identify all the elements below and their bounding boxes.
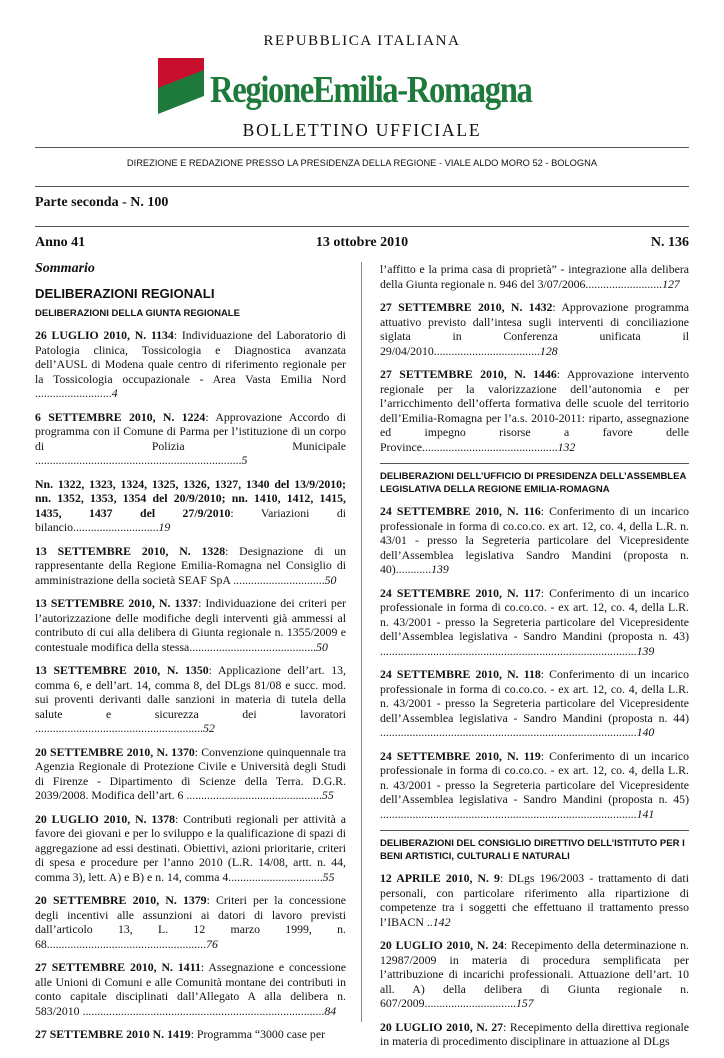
column-divider	[361, 262, 362, 1022]
issue-date: 13 ottobre 2010	[315, 235, 409, 250]
section-heading: DELIBERAZIONI REGIONALI	[35, 285, 215, 301]
toc-entry[interactable]	[35, 328, 346, 401]
entry-text: : Convenzione quinquennale tra Agenzia Regionale di Protezione Civile e Università degli Studi di Firenze - Dipartimento di Scienze della Terra. D.G.R. 2039/2008. Modifica dell’art. 6 ..............................................	[35, 744, 347, 802]
regione-logo-text: RegioneEmilia-Romagna	[210, 69, 532, 111]
toc-entry[interactable]	[380, 262, 689, 291]
toc-entry[interactable]	[380, 586, 689, 659]
section-rule	[380, 463, 689, 464]
entry-lead: 27 SETTEMBRE 2010, N. 1432	[380, 300, 553, 314]
entry-page: 128	[539, 343, 558, 358]
right-entries-b	[380, 504, 689, 821]
toc-entry[interactable]	[380, 504, 689, 577]
entry-lead: 27 SETTEMBRE 2010 N. 1419	[35, 1027, 191, 1041]
entry-text: : Conferimento di un incarico professionale in forma di co.co.co. - ex art. 12, co. 4, della L.R. n. 43/2001 - presso la Segreteria particolare del Vicepresidente dell’Assemblea legislativa - Sandro Mandini (proposta n. 44) .......................................................................................	[380, 667, 690, 739]
toc-entry[interactable]	[35, 410, 346, 468]
entry-text: : Recepimento della determinazione n. 12987/2009 in materia di procedura semplificata per l’attribuzione di incarichi professionali. Attuazione dell’art. 10 all. A) della delibera di Giunta regionale n. 607/2009...............................	[380, 938, 689, 1010]
entry-page: 55	[322, 788, 334, 802]
entry-lead: 6 SETTEMBRE 2010, N. 1224	[35, 409, 206, 424]
right-entries-a	[380, 300, 689, 454]
entry-lead: 27 SETTEMBRE 2010, N. 1411	[35, 960, 201, 974]
subsection-heading-ibacn: DELIBERAZIONI DEL CONSIGLIO DIRETTIVO DELL’ISTITUTO PER I BENI ARTISTICI, CULTURALI E NATURALI	[380, 838, 685, 862]
entry-text: : Conferimento di un incarico professionale in forma di co.co.co. - ex art. 12, co. 4, della L.R. n. 43/2001 - presso la Segreteria particolare del Vicepresidente dell’Assemblea legislativa - Sandro Mandini (proposta n. 45) .......................................................................................	[380, 748, 690, 821]
right-entries-c	[380, 871, 689, 1049]
entry-page: 141	[636, 806, 655, 821]
toc-entry[interactable]	[35, 893, 346, 951]
entry-page: 140	[636, 725, 655, 739]
entry-lead: 12 APRILE 2010, N. 9	[380, 871, 500, 885]
entry-text: : Approvazione programma attuativo previsto dall’intesa sugli interventi di conciliazione siglata in Conferenza unificata il 29/04/2010....................................	[380, 300, 689, 358]
toc-entry[interactable]	[35, 663, 346, 736]
header-rule-mid	[35, 186, 689, 187]
toc-entry[interactable]	[35, 596, 346, 654]
repubblica-heading: REPUBBLICA ITALIANA	[263, 33, 461, 49]
entry-text: : Individuazione dei criteri per l’autorizzazione delle modifiche degli interventi già ammessi al contributo di cui alla delibera di Giunta regionale n. 1355/2009 e contestuale modifica della stessa...........................................	[35, 596, 346, 654]
toc-entry[interactable]	[380, 667, 689, 740]
entry-lead: 13 SETTEMBRE 2010, N. 1350	[35, 663, 209, 677]
issue-number: N. 136	[650, 235, 689, 250]
header-rule-bottom	[35, 226, 689, 227]
entry-lead: 13 SETTEMBRE 2010, N. 1337	[35, 596, 199, 610]
entry-page: 157	[516, 996, 534, 1010]
toc-entry[interactable]	[35, 477, 346, 535]
entry-lead: 20 LUGLIO 2010, N. 1378	[35, 811, 175, 826]
entry-text: : Individuazione del Laboratorio di Patologia clinica, Tossicologia e Diagnostica avanzata dell’AUSL di Modena quale centro di riferimento regionale per la Tossicologia occupazionale - Area Vasta Emilia Nord ..........................	[35, 328, 347, 400]
toc-entry[interactable]	[35, 745, 346, 803]
entry-text: : Programma “3000 case per	[190, 1027, 325, 1041]
toc-entry[interactable]	[35, 544, 346, 588]
anno-label: Anno 41	[35, 235, 86, 250]
entry-lead: 20 SETTEMBRE 2010, N. 1379	[35, 893, 207, 907]
entry-lead: 27 SETTEMBRE 2010, N. 1446	[380, 367, 557, 381]
entry-text: : Variazioni di bilancio.............................	[35, 505, 346, 534]
left-column	[35, 262, 346, 1051]
entry-lead: 13 SETTEMBRE 2010, N. 1328	[35, 543, 226, 558]
entry-page: 55	[322, 869, 335, 884]
entry-page: 127	[662, 276, 680, 291]
toc-entry[interactable]	[35, 812, 346, 885]
right-column	[380, 262, 689, 1058]
entry-text: : Approvazione Accordo di programma con il Comune di Parma per l’istituzione di un corpo di Polizia Municipale ......................................................................	[35, 409, 346, 467]
entry-page: 76	[206, 936, 218, 951]
entry-page: 4	[111, 386, 118, 400]
toc-entry[interactable]	[380, 367, 689, 454]
entry-lead: 24 SETTEMBRE 2010, N. 116	[380, 504, 541, 518]
entry-text: l’affitto e la prima casa di proprietà” - integrazione alla delibera della Giunta regionale n. 946 del 3/07/2006..........................	[380, 262, 689, 291]
entry-text: : DLgs 196/2003 - trattamento di dati personali, con particolare riferimento alla ripartizione di competenze tra i soggetti che effettuano il trattamento presso l’IBACN ..	[380, 871, 689, 929]
left-entries	[35, 328, 346, 1042]
entry-page: 52	[203, 721, 215, 735]
toc-entry[interactable]	[380, 749, 689, 822]
entry-text: : Designazione di un rappresentante della Regione Emilia-Romagna nel Consiglio di amministrazione della società SEAF SpA ...............................	[35, 543, 346, 587]
entry-page: 19	[158, 520, 171, 534]
entry-text: : Applicazione dell’art. 13, comma 6, e dell’art. 14, comma 8, del DLgs 81/08 e succ. mod. sui proventi derivanti dalle sanzioni in materia di tutela della salute e sicurezza dei lavoratori .........................................................	[35, 663, 346, 735]
entry-lead: 26 LUGLIO 2010, N. 1134	[35, 328, 174, 342]
entry-text: : Assegnazione e concessione alle Unioni di Comuni e alle Comunità montane dei contributi in conto capitale disciplinati dall’Allegato A alla delibera n. 583/2010 ..................................................................................	[35, 960, 346, 1018]
header-rule-top	[35, 147, 689, 148]
toc-entry[interactable]	[380, 300, 689, 358]
entry-text: : Criteri per la concessione degli incentivi alle assunzioni ai datori di lavoro previsti dall’articolo 13, L. 12 marzo 1999, n. 68......................................................	[35, 893, 346, 951]
direzione-line: DIREZIONE E REDAZIONE PRESSO LA PRESIDENZA DELLA REGIONE - VIALE ALDO MORO 52 - BOLOGNA	[126, 158, 598, 168]
entry-lead: 20 LUGLIO 2010, N. 24	[380, 938, 504, 952]
entry-text: : Conferimento di un incarico professionale in forma di co.co.co. - ex art. 12, co. 4, della L.R. n. 43/2001 - presso la Segreteria particolare del Vicepresidente dell’Assemblea legislativa - Sandro Mandini (proposta n. 43) .......................................................................................	[380, 585, 690, 658]
entry-page: 5	[241, 453, 248, 467]
entry-lead: 24 SETTEMBRE 2010, N. 117	[380, 585, 541, 600]
entry-text: : Contributi regionali per attività a favore dei giovani e per lo sviluppo e la qualificazione di spazi di aggregazione ad essi destinati. Obiettivi, azioni prioritarie, criteri di spesa e procedure per l’anno 2010 (L.R. 14/08, artt. n. 44, comma 3), lett. A) e B) e n. 14, comma 4................................	[35, 811, 346, 884]
entry-page: 139	[431, 562, 449, 576]
toc-entry[interactable]	[35, 960, 346, 1018]
entry-text: : Conferimento di un incarico professionale in forma di co.co.co. ex art. 12, co. 4, della L.R. n. 43/01 - presso la Segreteria particolare del Vicepresidente dell’Assemblea legislativa Sandro Mandini (proposta n. 40)............	[380, 504, 690, 576]
entry-lead: 20 LUGLIO 2010, N. 27	[380, 1019, 504, 1034]
entry-page: 142	[432, 914, 451, 929]
entry-text: : Recepimento della direttiva regionale in materia di procedimento disciplinare in attuazione al DLgs	[380, 1019, 689, 1048]
section-rule	[380, 830, 689, 831]
toc-entry[interactable]	[380, 871, 689, 929]
entry-lead: 24 SETTEMBRE 2010, N. 119	[380, 748, 541, 763]
bollettino-heading: BOLLETTINO UFFICIALE	[242, 120, 482, 140]
entry-page: 132	[557, 439, 576, 454]
sommario-title: Sommario	[35, 261, 95, 276]
entry-text: : Approvazione intervento regionale per la valorizzazione dell’autonomia e per l’arricchimento dell’offerta formativa delle scuole del territorio dell’Emilia-Romagna per l’a.s. 2010-2011: riparto, assegnazione ed impegno risorse a favore delle Province..............................................	[380, 367, 689, 454]
entry-page: 50	[316, 639, 328, 654]
toc-entry[interactable]	[380, 938, 689, 1011]
entry-page: 50	[324, 572, 337, 587]
entry-lead: 20 SETTEMBRE 2010, N. 1370	[35, 744, 195, 759]
entry-page: 84	[324, 1003, 337, 1018]
toc-entry[interactable]	[35, 1027, 346, 1042]
subsection-heading: DELIBERAZIONI DELLA GIUNTA REGIONALE	[35, 308, 240, 319]
entry-lead: 24 SETTEMBRE 2010, N. 118	[380, 667, 541, 681]
entry-lead: Nn. 1322, 1323, 1324, 1325, 1326, 1327, 1340 del 13/9/2010; nn. 1352, 1353, 1354 del 20/9/2010; nn. 1410, 1412, 1415, 1435, 1437 del 27/9/2010	[35, 476, 346, 520]
parte-label: Parte seconda - N. 100	[35, 195, 169, 210]
subsection-heading-ufficio: DELIBERAZIONI DELL’UFFICIO DI PRESIDENZA DELL’ASSEMBLEA LEGISLATIVA DELLA REGIONE EMILIA-ROMAGNA	[380, 471, 686, 495]
entry-page: 139	[636, 643, 655, 658]
